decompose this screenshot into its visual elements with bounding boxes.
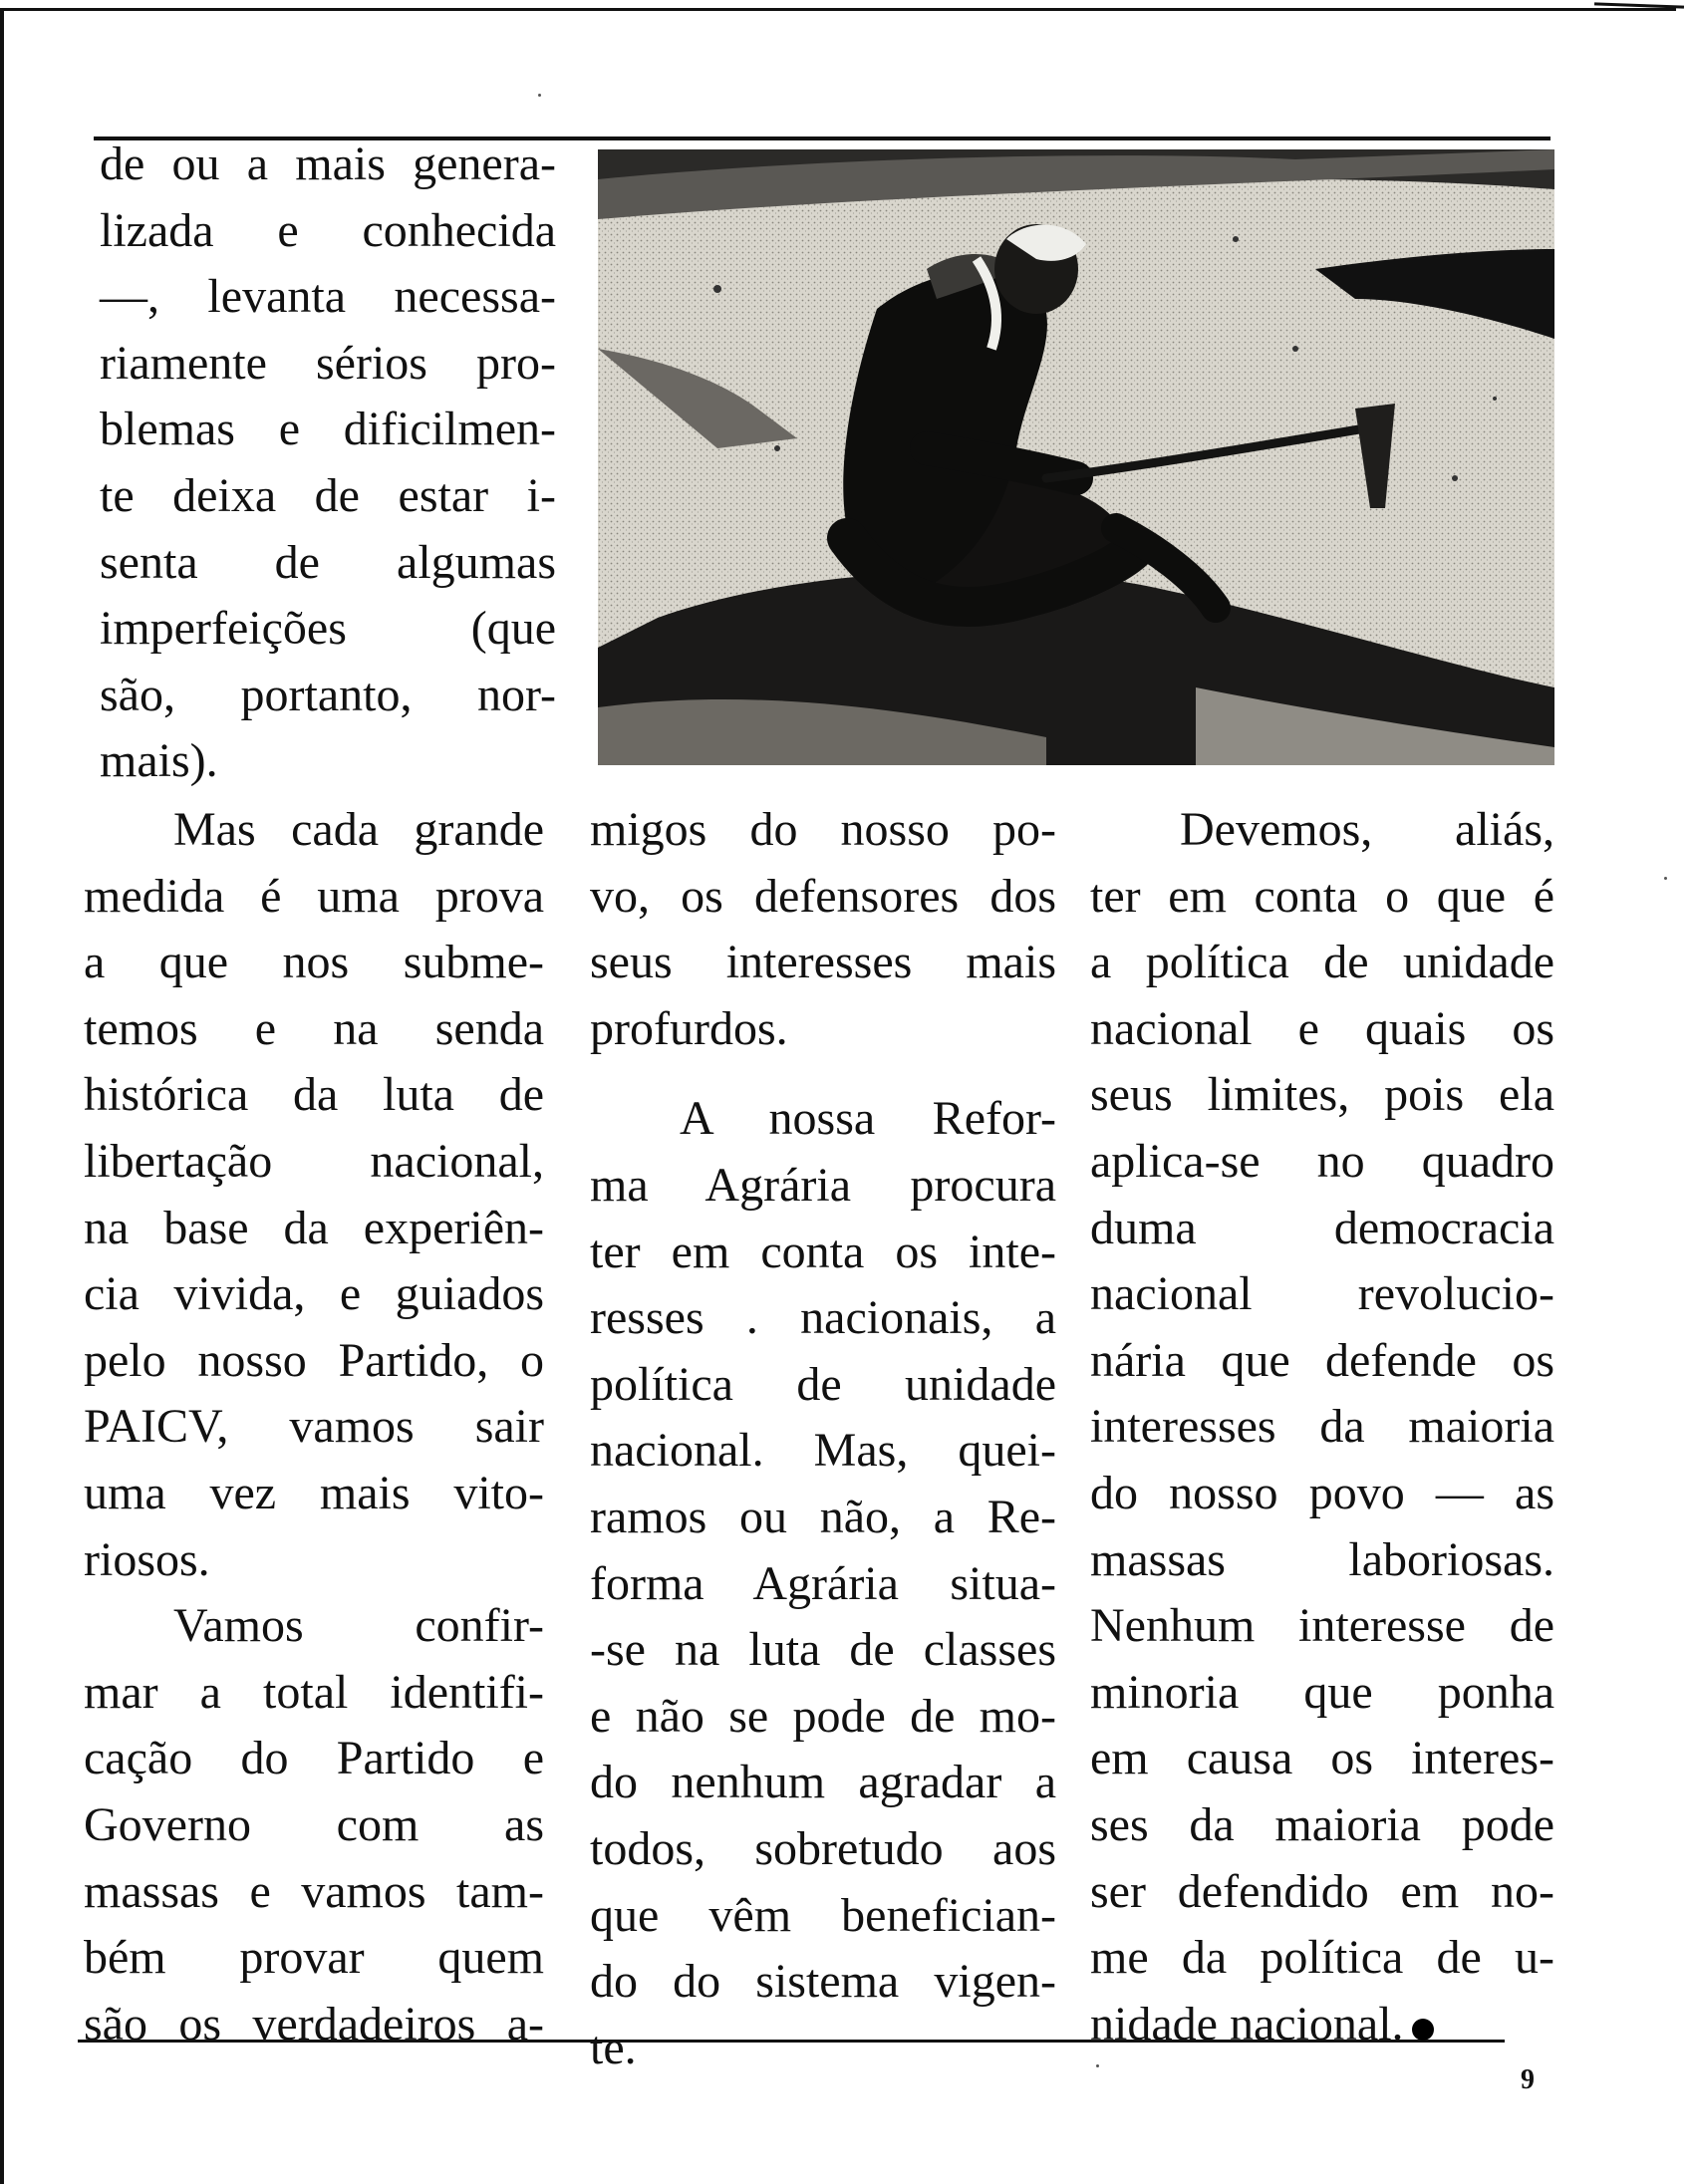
text-line: em causa os interes- (1090, 1732, 1554, 1785)
text-line: senta de algumas (100, 535, 556, 589)
text-line: nacional revolucio- (1090, 1267, 1554, 1321)
text-line: blemas e dificilmen- (100, 403, 556, 456)
text-line-final-text: nidade nacional. (1090, 1997, 1404, 2050)
page-frame-left (0, 8, 4, 2184)
text-line: vo, os defensores dos (590, 869, 1056, 923)
text-line: forma Agrária situa- (590, 1556, 1056, 1610)
scan-speck (1096, 2064, 1099, 2067)
text-line: todos, sobretudo aos (590, 1821, 1056, 1875)
text-line: de ou a mais genera- (100, 137, 556, 190)
text-line: ter em conta os inte- (590, 1225, 1056, 1278)
text-line: cação do Partido e (84, 1732, 544, 1785)
text-line: riamente sérios pro- (100, 336, 556, 390)
text-line: Governo com as (84, 1797, 544, 1851)
text-line: ma Agrária procura (590, 1158, 1056, 1212)
text-line: ser defendido em no- (1090, 1864, 1554, 1918)
text-line: massas laboriosas. (1090, 1532, 1554, 1586)
text-line: nária que defende os (1090, 1333, 1554, 1387)
text-line: Vamos confir- (173, 1599, 544, 1653)
text-line: medida é uma prova (84, 869, 544, 923)
text-line: imperfeições (que (100, 602, 556, 656)
text-line: minoria que ponha (1090, 1665, 1554, 1719)
text-line: PAICV, vamos sair (84, 1400, 544, 1454)
text-line: A nossa Refor- (680, 1092, 1056, 1146)
text-line: Nenhum interesse de (1090, 1599, 1554, 1653)
text-line: massas e vamos tam- (84, 1864, 544, 1918)
text-line: nacional e quais os (1090, 1001, 1554, 1055)
text-line-final (1090, 1992, 1554, 2058)
text-line: do nenhum agradar a (590, 1756, 1056, 1809)
text-line: te. (590, 2021, 637, 2074)
farmer-hoeing-photo (598, 149, 1554, 765)
text-line: seus limites, pois ela (1090, 1068, 1554, 1122)
text-line: política de unidade (590, 1357, 1056, 1411)
column-2 (590, 797, 1056, 2081)
text-line: -se na luta de classes (590, 1623, 1056, 1677)
page-number: 9 (1521, 2064, 1535, 2095)
text-line: temos e na senda (84, 1001, 544, 1055)
text-line: mais). (100, 734, 218, 788)
text-line: profurdos. (590, 1001, 788, 1055)
text-line: histórica da luta de (84, 1068, 544, 1122)
text-line: Mas cada grande (173, 803, 544, 856)
text-line: do nosso povo — as (1090, 1466, 1554, 1519)
text-line: nacional. Mas, quei- (590, 1424, 1056, 1478)
text-line: na base da experiên- (84, 1201, 544, 1254)
column-1-bottom (84, 797, 544, 2057)
text-line: libertação nacional, (84, 1134, 544, 1188)
text-line: duma democracia (1090, 1201, 1554, 1254)
text-line: te deixa de estar i- (100, 468, 556, 522)
text-line: que vêm benefician- (590, 1888, 1056, 1942)
text-line: e não se pode de mo- (590, 1689, 1056, 1743)
text-line: ses da maioria pode (1090, 1797, 1554, 1851)
page-frame-top (0, 8, 1676, 11)
text-line: bém provar quem (84, 1931, 544, 1985)
text-line: uma vez mais vito- (84, 1466, 544, 1519)
text-line: aplica-se no quadro (1090, 1134, 1554, 1188)
text-line: cia vivida, e guiados (84, 1267, 544, 1321)
text-line: migos do nosso po- (590, 803, 1056, 856)
text-line: me da política de u- (1090, 1931, 1554, 1985)
text-line: são os verdadeiros a- (84, 1997, 544, 2050)
text-line: lizada e conhecida (100, 203, 556, 257)
text-line: Devemos, aliás, (1180, 803, 1554, 856)
text-line: são, portanto, nor- (100, 668, 556, 721)
text-line: riosos. (84, 1532, 210, 1586)
text-line: do do sistema vigen- (590, 1955, 1056, 2009)
text-line: pelo nosso Partido, o (84, 1333, 544, 1387)
text-line: ramos ou não, a Re- (590, 1490, 1056, 1543)
text-line: a política de unidade (1090, 936, 1554, 989)
end-of-article-bullet-icon (1412, 2019, 1434, 2041)
paragraph-gap (590, 1062, 1056, 1086)
text-line: a que nos subme- (84, 936, 544, 989)
column-3 (1090, 797, 1554, 2057)
scan-speck (538, 94, 541, 97)
text-line: resses . nacionais, a (590, 1291, 1056, 1345)
text-line: interesses da maioria (1090, 1400, 1554, 1454)
text-line: mar a total identifi- (84, 1665, 544, 1719)
text-line: ter em conta o que é (1090, 869, 1554, 923)
column-1-top (100, 132, 556, 795)
text-line: —, levanta necessa- (100, 270, 556, 324)
text-line: seus interesses mais (590, 936, 1056, 989)
scan-speck (1664, 877, 1667, 880)
